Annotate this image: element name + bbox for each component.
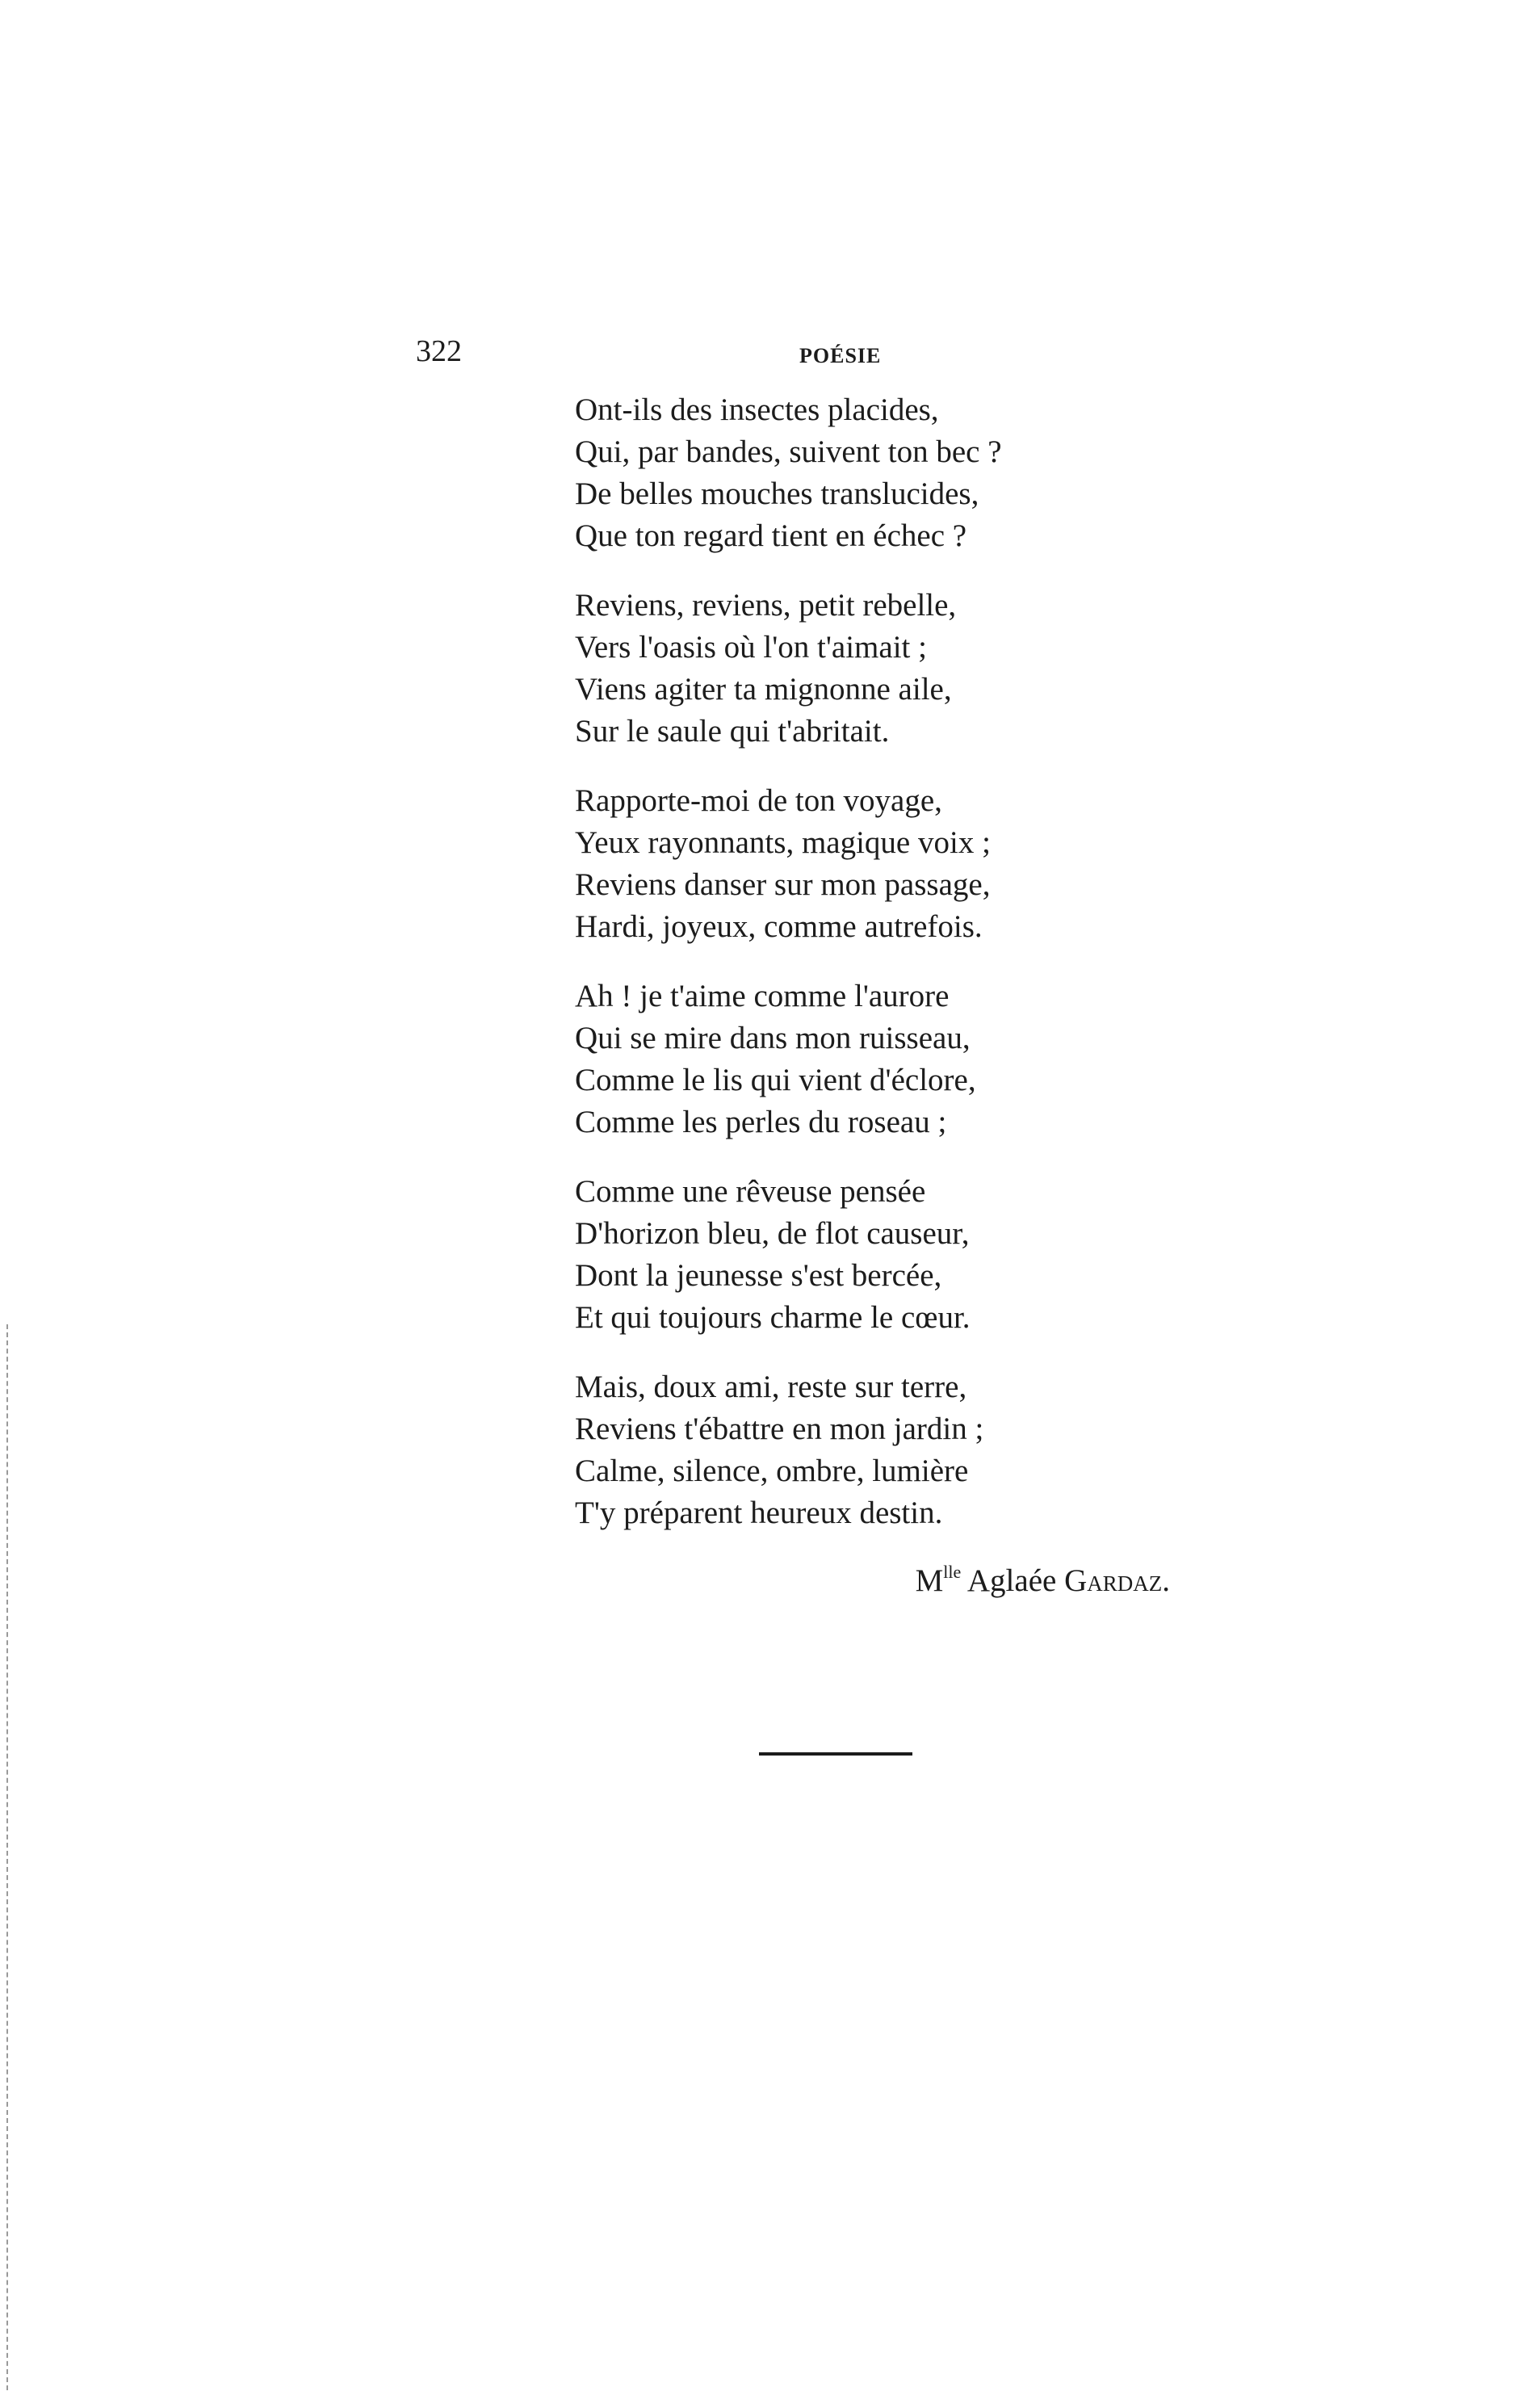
author-signature	[916, 1563, 1170, 1596]
poem-line: Reviens, reviens, petit rebelle,	[575, 588, 957, 623]
poem-line: Reviens danser sur mon passage,	[575, 867, 991, 902]
poem-line: T'y préparent heureux destin.	[575, 1496, 943, 1530]
poem-line: Que ton regard tient en échec ?	[575, 518, 967, 553]
stanza-5	[575, 1171, 1156, 1339]
poem-line: Comme une rêveuse pensée	[575, 1174, 926, 1209]
poem-line: Mais, doux ami, reste sur terre,	[575, 1370, 967, 1404]
poem-line: Dont la jeunesse s'est bercée,	[575, 1258, 942, 1293]
poem-line: Comme les perles du roseau ;	[575, 1105, 947, 1139]
poem-line: Comme le lis qui vient d'éclore,	[575, 1063, 976, 1097]
poem-line: Qui, par bandes, suivent ton bec ?	[575, 434, 1002, 469]
poem-line: Ah ! je t'aime comme l'aurore	[575, 979, 950, 1013]
poem-line: D'horizon bleu, de flot causeur,	[575, 1216, 970, 1251]
stanza-3	[575, 780, 1156, 948]
stanza-4	[575, 975, 1156, 1143]
poem-line: De belles mouches translucides,	[575, 476, 979, 511]
stanza-2	[575, 585, 1156, 753]
signature-surname: Gardaz.	[1064, 1563, 1170, 1598]
poem-line: Sur le saule qui t'abritait.	[575, 714, 890, 749]
poem	[575, 389, 1156, 1562]
stanza-1	[575, 389, 1156, 557]
signature-given-name: Aglaée	[966, 1563, 1057, 1598]
poem-line: Ont-ils des insectes placides,	[575, 392, 939, 427]
scan-margin-line	[6, 1324, 8, 2390]
poem-line: Reviens t'ébattre en mon jardin ;	[575, 1412, 984, 1446]
end-rule-divider	[759, 1752, 912, 1756]
poem-line: Calme, silence, ombre, lumière	[575, 1454, 969, 1488]
stanza-6	[575, 1366, 1156, 1534]
poem-line: Yeux rayonnants, magique voix ;	[575, 825, 991, 860]
poem-line: Viens agiter ta mignonne aile,	[575, 672, 952, 707]
poem-line: Qui se mire dans mon ruisseau,	[575, 1021, 971, 1055]
poem-line: Et qui toujours charme le cœur.	[575, 1300, 971, 1335]
signature-title-superscript: lle	[943, 1562, 962, 1582]
signature-title: $M^{lle}$	[915, 1562, 962, 1598]
poem-line: Rapporte-moi de ton voyage,	[575, 783, 942, 818]
poem-line: Vers l'oasis où l'on t'aimait ;	[575, 630, 927, 665]
poem-line: Hardi, joyeux, comme autrefois.	[575, 909, 983, 944]
running-title: POÉSIE	[799, 344, 882, 367]
page-number: 322	[416, 334, 462, 368]
